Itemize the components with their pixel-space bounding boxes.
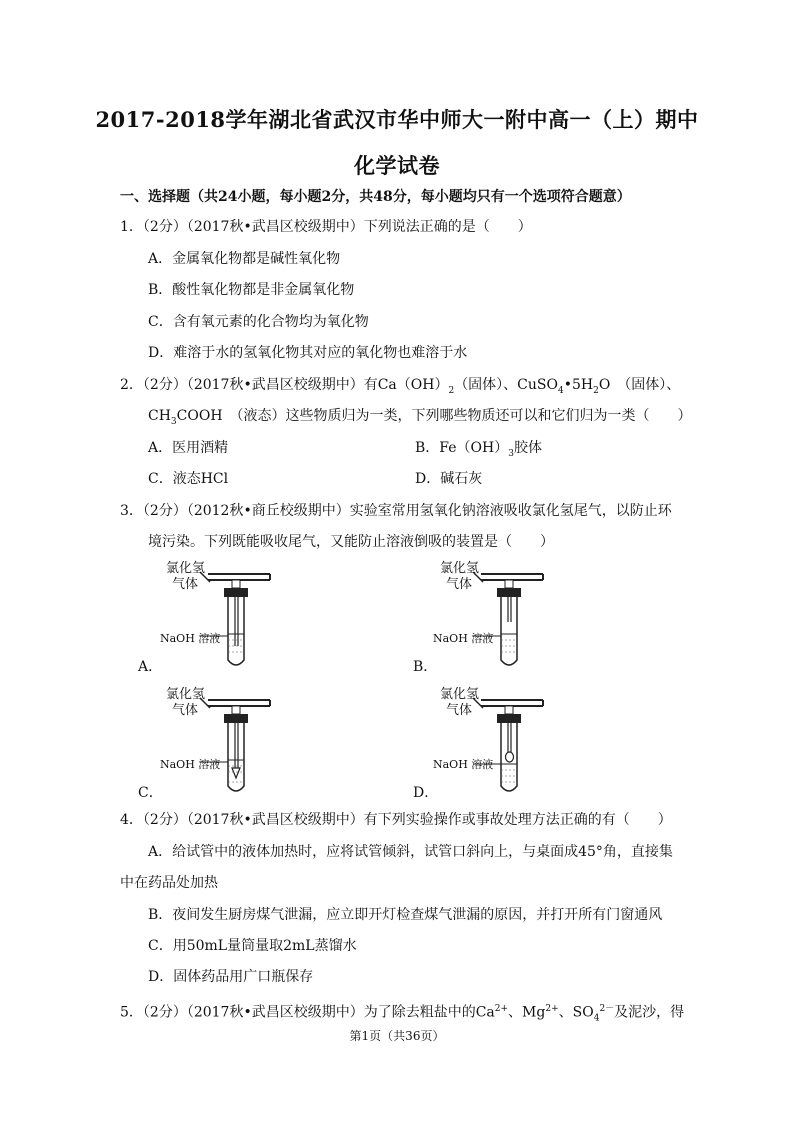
fig-d-gas-label-1: 氯化氢 xyxy=(440,687,480,702)
q4-stem: 4．（2分）（2017秋•武昌区校级期中）有下列实验操作或事故处理方法正确的有（ ） xyxy=(120,812,672,828)
q3-option-c: C． xyxy=(138,785,163,801)
q2-stem-line2: $CH_3COOH$ （液态）这些物质归为一类，下列哪些物质还可以和它们归为一类（ ） xyxy=(148,408,692,427)
fig-a-gas-label-1: 氯化氢 xyxy=(166,561,206,576)
q2-option-a: A．医用酒精 xyxy=(148,440,229,456)
fig-c-solution-label: NaOH 溶液 xyxy=(160,758,221,771)
q3-option-a: A． xyxy=(138,659,163,675)
q1-stem: 1．（2分）（2017秋•武昌区校级期中）下列说法正确的是（ ） xyxy=(120,219,532,235)
fig-b-gas-label-1: 氯化氢 xyxy=(440,561,480,576)
page-footer: 第1页（共36页） xyxy=(349,1029,445,1043)
fig-c-gas-label-1: 氯化氢 xyxy=(166,687,206,702)
fig-c-gas-label-2: 气体 xyxy=(172,703,199,718)
fig-b-gas-label-2: 气体 xyxy=(446,577,473,592)
q2-stem-line1: 2．（2分）（2017秋•武昌区校级期中）有$Ca(OH)_2$（固体）、$CuSO_4•5H_2O$ （固体）、 xyxy=(120,377,681,396)
exam-title-line1: 2017-2018学年湖北省武汉市华中师大一附中高一（上）期中 xyxy=(95,107,699,132)
fig-d-gas-label-2: 气体 xyxy=(446,703,473,718)
q1-option-c: C．含有氧元素的化合物均为氧化物 xyxy=(148,314,369,330)
exam-title-line2: 化学试卷 xyxy=(354,153,440,178)
section-heading: 一、选择题（共24小题，每小题2分，共48分，每小题均只有一个选项符合题意） xyxy=(120,189,631,205)
fig-d-solution-label: NaOH 溶液 xyxy=(433,758,494,771)
q4-option-a-line1: A．给试管中的液体加热时，应将试管倾斜，试管口斜向上，与桌面成45°角，直接集 xyxy=(148,844,673,860)
fig-a-gas-label-2: 气体 xyxy=(172,577,199,592)
q1-option-b: B．酸性氧化物都是非金属氧化物 xyxy=(148,282,355,298)
fig-a-solution-label: NaOH 溶液 xyxy=(160,632,221,645)
fig-b-solution-label: NaOH 溶液 xyxy=(433,632,494,645)
q3-option-b: B． xyxy=(413,659,438,675)
q1-option-d: D．难溶于水的氢氧化物其对应的氧化物也难溶于水 xyxy=(148,345,468,361)
q5-stem: 5．（2分）（2017秋•武昌区校级期中）为了除去粗盐中的$Ca^{2+}$、$Mg^{2+}$、$SO_4^{2-}$及泥沙，得 xyxy=(120,1004,685,1024)
q4-option-c: C．用50mL量筒量取2mL蒸馏水 xyxy=(148,938,357,954)
q3-stem-line2: 境污染。下列既能吸收尾气，又能防止溶液倒吸的装置是（ ） xyxy=(148,534,554,550)
q4-option-b: B．夜间发生厨房煤气泄漏，应立即开灯检查煤气泄漏的原因，并打开所有门窗通风 xyxy=(148,907,663,923)
q2-option-c: C．液态HCl xyxy=(148,471,229,487)
q4-option-d: D．固体药品用广口瓶保存 xyxy=(148,969,314,985)
q1-option-a: A．金属氧化物都是碱性氧化物 xyxy=(148,251,341,267)
q3-option-d: D． xyxy=(413,785,439,801)
q3-stem-line1: 3．（2分）（2012秋•商丘校级期中）实验室常用氢氧化钠溶液吸收氯化氢尾气，以防止环 xyxy=(120,503,672,519)
q4-option-a-line2: 中在药品处加热 xyxy=(120,875,218,891)
q2-option-d: D．碱石灰 xyxy=(415,471,483,487)
q2-option-b: B．$Fe(OH)_3$胶体 xyxy=(415,440,542,459)
